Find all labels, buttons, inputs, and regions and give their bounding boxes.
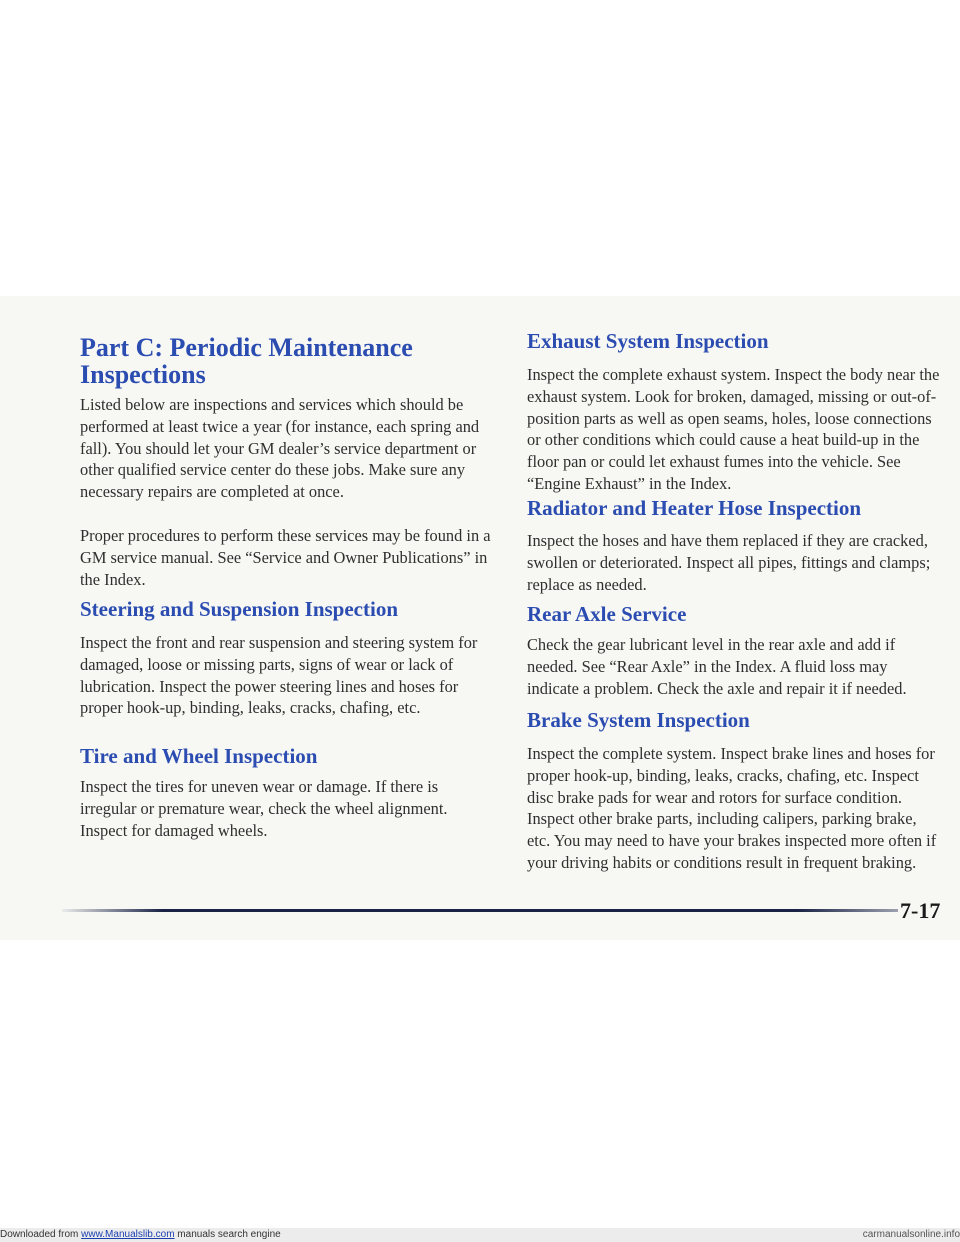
tire-body: Inspect the tires for uneven wear or damage. If there is irregular or premature wear, check the wheel alignment. Inspect for damaged wheels. bbox=[80, 777, 448, 840]
footer-rule bbox=[62, 909, 898, 912]
exhaust-heading: Exhaust System Inspection bbox=[527, 329, 769, 353]
steering-heading: Steering and Suspension Inspection bbox=[80, 597, 399, 621]
steering-body: Inspect the front and rear suspension and steering system for damaged, loose or missing parts, signs of wear or lack of lubrication. Inspect the power steering lines and hoses for proper hook-up, binding, leaks, cracks, chafing, etc. bbox=[80, 633, 478, 718]
tire-heading: Tire and Wheel Inspection bbox=[80, 744, 318, 768]
section-title-line2: Inspections bbox=[80, 360, 206, 389]
axle-heading: Rear Axle Service bbox=[527, 602, 687, 626]
footer-suffix: manuals search engine bbox=[174, 1229, 281, 1240]
footer-prefix: Downloaded from bbox=[0, 1229, 82, 1240]
watermark-text: carmanualsonline.info bbox=[862, 1229, 960, 1240]
procedures-paragraph: Proper procedures to perform these services may be found in a GM service manual. See “Service and Owner Publications” in the Index. bbox=[80, 526, 491, 589]
axle-body: Check the gear lubricant level in the rear axle and add if needed. See “Rear Axle” in the Index. A fluid loss may indicate a problem. Check the axle and repair it if needed. bbox=[527, 635, 907, 698]
download-footer bbox=[0, 1229, 281, 1240]
radiator-heading: Radiator and Heater Hose Inspection bbox=[527, 496, 862, 520]
intro-paragraph: Listed below are inspections and services which should be performed at least twice a year (for instance, each spring and fall). You should let your GM dealer’s service department or other qualified service center do these jobs. Make sure any necessary repairs are completed at once. bbox=[80, 395, 480, 502]
brake-body: Inspect the complete system. Inspect brake lines and hoses for proper hook-up, binding, leaks, cracks, chafing, etc. Inspect disc brake pads for wear and rotors for surface condition. Inspect other brake parts, including calipers, parking brake, etc. You may need to have your brakes inspected more often if your driving habits or conditions result in frequent braking. bbox=[527, 744, 937, 872]
exhaust-body: Inspect the complete exhaust system. Inspect the body near the exhaust system. Look for broken, damaged, missing or out-of-position parts as well as open seams, holes, loose connections or other conditions which could cause a heat build-up in the floor pan or could let exhaust fumes into the vehicle. See “Engine Exhaust” in the Index. bbox=[527, 365, 940, 493]
page-number: 7-17 bbox=[900, 898, 941, 923]
brake-heading: Brake System Inspection bbox=[527, 708, 750, 732]
section-title-line1: Part C: Periodic Maintenance bbox=[80, 333, 413, 362]
manualslib-link[interactable]: www.Manualslib.com bbox=[81, 1229, 175, 1240]
radiator-body: Inspect the hoses and have them replaced if they are cracked, swollen or deteriorated. Inspect all pipes, fittings and clamps; replace as needed. bbox=[527, 531, 931, 594]
